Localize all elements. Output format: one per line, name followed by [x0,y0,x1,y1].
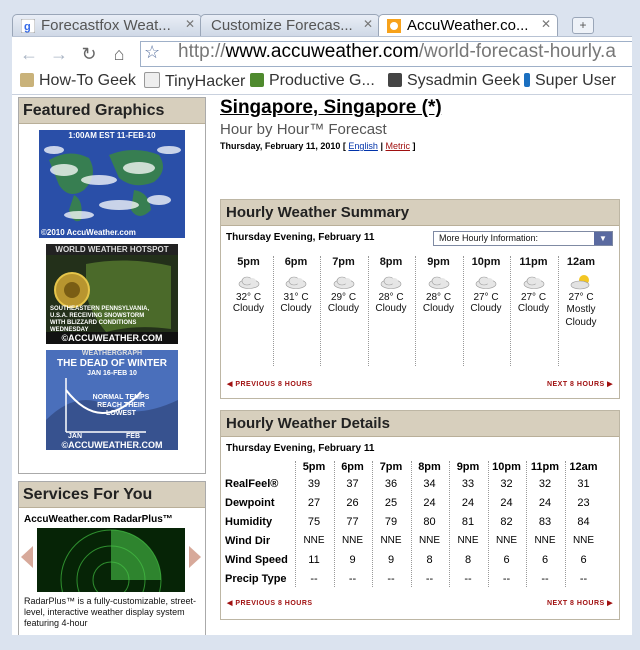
services-box [18,481,206,635]
graphic-footer: ©ACCUWEATHER.COM [61,440,163,450]
details-hour-header: 12am [569,461,598,473]
bookmark-productive[interactable]: Productive G... [250,72,375,90]
details-cell: NNE [572,535,595,546]
summary-day: Thursday Evening, February 11 [226,232,375,243]
details-prev-8[interactable]: ◀ PREVIOUS 8 HOURS [227,600,313,607]
details-hour-header: 9pm [456,461,480,473]
graphic-axis-jan: JAN [68,433,83,440]
details-title: Hourly Weather Details [221,411,619,437]
services-title: Services For You [19,482,205,508]
details-cell: -- [348,573,357,585]
hour-column [463,256,510,314]
details-cell: 32 [500,478,513,490]
hour-column [558,256,605,329]
details-cell: -- [502,573,511,585]
reload-icon[interactable]: ↻ [81,44,97,64]
graphic-footer: ©2010 AccuWeather.com [41,228,136,237]
hour-condition: Cloudy [422,303,455,314]
hour-column [510,256,557,314]
details-cell: -- [425,573,434,585]
hour-column [320,256,367,314]
next-arrow-icon[interactable] [189,546,201,568]
details-row-label: RealFeel® [225,478,279,490]
graphic-text: SOUTHEASTERN PENNSYLVANIA, U.S.A. RECEIVING SNOWSTORM WITH BLIZZARD CONDITIONS WEDNESDAY [50,306,150,333]
details-cell: 24 [538,497,552,509]
left-sidebar [18,97,206,635]
google-icon [21,19,35,33]
hour-condition: Cloudy [232,303,265,314]
details-cell: -- [464,573,472,585]
new-tab-button[interactable]: + [572,17,594,34]
details-cell: 6 [580,554,587,566]
back-icon[interactable]: ← [20,44,38,64]
forward-icon[interactable]: → [50,44,68,64]
details-cell: 8 [426,554,433,566]
tab-accuweather[interactable] [378,14,558,37]
hour-column [225,256,272,314]
details-hour-header: 11pm [530,461,560,473]
details-cell: 33 [461,478,475,490]
hour-time: 5pm [237,256,260,268]
cloud-icon [474,274,498,288]
hour-time: 9pm [427,256,450,268]
radarplus-description: RadarPlus™ is a fully-customizable, street-level, interactive weather display system featuring 4-hour [24,596,197,628]
details-cell: NNE [380,535,402,546]
cloud-icon [379,274,403,288]
graphic-title: THE DEAD OF WINTER [57,358,167,369]
details-cell: -- [579,573,588,585]
hour-temp: 28° C [425,292,452,303]
weathergraph-graphic[interactable] [46,350,178,450]
details-cell: 36 [384,478,398,490]
details-cell: 24 [461,497,475,509]
column-divider [510,256,511,366]
forecast-subtitle: Hour by Hour™ Forecast [220,121,387,138]
hour-column [368,256,415,314]
tab-label: Forecastfox Weat... [41,17,171,34]
graphic-footer: ©ACCUWEATHER.COM [61,333,163,343]
details-cell: NNE [534,535,556,546]
star-icon[interactable]: ☆ [144,42,161,62]
column-divider [273,256,274,366]
graphic-dates: JAN 16-FEB 10 [87,370,137,377]
details-cell: 23 [577,497,590,509]
details-row-label: Wind Speed [225,554,288,566]
summary-prev-8[interactable]: ◀ PREVIOUS 8 HOURS [227,381,313,388]
column-divider [463,256,464,366]
city-title[interactable]: Singapore, Singapore (*) [220,97,442,118]
superuser-icon [524,73,530,87]
prev-arrow-icon[interactable] [21,546,33,568]
hour-temp: 27° C [520,292,547,303]
column-divider [368,256,369,366]
bookmarks-bar [12,70,632,95]
hourly-details-panel [220,410,620,620]
details-cell: 26 [346,497,359,509]
details-hour-header: 5pm [302,461,326,473]
sg-icon [388,73,402,87]
graphic-title: WORLD WEATHER HOTSPOT [55,245,169,254]
details-cell: 24 [423,497,436,509]
hour-temp: 32° C [235,292,262,303]
summary-next-8[interactable]: NEXT 8 HOURS ▶ [546,381,613,388]
details-cell: -- [541,573,549,585]
radar-image[interactable] [37,528,185,592]
cloud-icon [522,274,546,288]
main-content [220,95,630,607]
details-cell: 11 [308,554,320,566]
details-cell: 27 [307,497,321,509]
url-text[interactable]: http://www.accuweather.com/world-forecast-hourly.a [178,41,616,62]
details-cell: 34 [423,478,436,490]
sun-cloud-icon [569,274,593,288]
hour-column [415,256,462,314]
link-separator: | [380,141,383,151]
cloud-icon [284,274,308,288]
hour-condition: Cloudy [517,303,550,314]
tab-customize[interactable] [200,14,380,36]
featured-graphics-box [18,97,206,474]
english-link[interactable]: English [348,141,378,151]
bookmark-sysadmin[interactable]: Sysadmin Geek [388,72,520,90]
hour-condition: Mostly Cloudy [565,304,597,328]
web-page [12,95,632,635]
hour-condition: Cloudy [280,303,312,314]
details-cell: 9 [349,554,356,566]
details-cell: 31 [577,478,590,490]
tab-label: Customize Forecas... [211,17,353,34]
bookmark-superuser[interactable]: Super User [524,72,616,90]
close-icon[interactable]: ✕ [362,17,373,31]
cloud-icon [427,274,451,288]
details-cell: 75 [307,516,321,528]
details-row-label: Humidity [225,516,273,528]
details-row-label: Precip Type [225,573,287,585]
tab-forecastfox[interactable] [12,14,202,36]
details-day: Thursday Evening, February 11 [226,443,375,454]
hour-time: 8pm [379,256,403,268]
graphic-axis-feb: FEB [126,433,140,440]
home-icon[interactable]: ⌂ [113,44,125,64]
cloud-icon [237,274,261,288]
accuweather-icon [387,19,401,33]
details-cell: 39 [307,478,321,490]
details-next-8[interactable]: NEXT 8 HOURS ▶ [546,600,613,607]
bookmark-tinyhacker[interactable]: TinyHacker [144,72,245,91]
hour-time: 10pm [471,256,501,268]
details-cell: -- [310,573,318,585]
tab-label: AccuWeather.co... [407,17,529,34]
details-hour-header: 6pm [341,461,364,473]
hour-time: 11pm [519,256,548,268]
details-cell: NNE [495,535,518,546]
graphic-curve-label: NORMAL TEMPS REACH THEIR LOWEST [92,394,150,417]
details-cell: 79 [384,516,398,528]
featured-graphics-title: Featured Graphics [19,98,205,124]
hour-column [273,256,320,314]
details-cell: -- [387,573,395,585]
hour-condition: Cloudy [470,303,502,314]
column-divider [415,256,416,366]
hourly-summary-panel [220,199,620,399]
details-cell: 82 [500,516,513,528]
hour-temp: 31° C [283,292,309,303]
world-satellite-graphic[interactable] [39,130,185,238]
forecast-date: Thursday, February 11, 2010 [ [220,141,346,151]
bookmark-howtogeek[interactable]: How-To Geek [20,72,136,90]
details-cell: 83 [538,516,552,528]
details-cell: 9 [387,554,395,566]
radar-carousel [19,528,205,594]
details-cell: 25 [384,497,398,509]
hour-condition: Cloudy [375,303,407,314]
details-cell: NNE [303,535,325,546]
hour-temp: 28° C [378,292,404,303]
navigation-toolbar [12,36,632,71]
details-hour-header: 7pm [379,461,403,473]
svg-text:g: g [24,21,31,33]
hour-temp: 27° C [473,292,499,303]
details-row-label: Wind Dir [225,535,271,547]
details-cell: NNE [457,535,479,546]
close-icon[interactable]: ✕ [184,17,195,31]
radarplus-title: AccuWeather.com RadarPlus™ [24,514,173,525]
column-divider [320,256,321,366]
details-cell: 37 [346,478,359,490]
graphic-caption: 1:00AM EST 11-FEB-10 [68,131,156,140]
cloud-icon [332,274,356,288]
details-row-label: Dewpoint [225,497,275,509]
bracket-close: ] [412,141,416,151]
details-cell: 24 [500,497,513,509]
more-info-select[interactable]: More Hourly Information: ▼ [433,231,613,246]
details-cell: 8 [464,554,472,566]
details-cell: 84 [577,516,590,528]
date-line [220,141,630,151]
details-cell: 32 [538,478,552,490]
page-icon [144,72,160,88]
details-cell: 77 [346,516,359,528]
pg-icon [250,73,264,87]
geek-icon [20,73,34,87]
details-hour-header: 8pm [418,461,441,473]
hour-temp: 27° C [568,292,594,303]
details-cell: NNE [341,535,364,546]
details-cell: 6 [503,554,510,566]
graphic-label: WEATHERGRAPH [81,350,143,357]
tab-strip [12,14,632,36]
details-cell: NNE [418,535,441,546]
hour-time: 7pm [332,256,355,268]
metric-link[interactable]: Metric [385,141,410,151]
summary-title: Hourly Weather Summary [221,200,619,226]
weather-hotspot-graphic[interactable] [46,244,178,344]
details-cell: 81 [461,516,475,528]
details-hour-header: 10pm [492,461,521,473]
hour-temp: 29° C [330,292,357,303]
hour-time: 6pm [284,256,308,268]
column-divider [558,256,559,366]
chevron-down-icon: ▼ [594,232,612,245]
hour-time: 12am [566,256,596,268]
details-cell: 6 [541,554,549,566]
close-icon[interactable]: ✕ [540,17,551,31]
details-cell: 80 [423,516,436,528]
hour-condition: Cloudy [327,303,360,314]
